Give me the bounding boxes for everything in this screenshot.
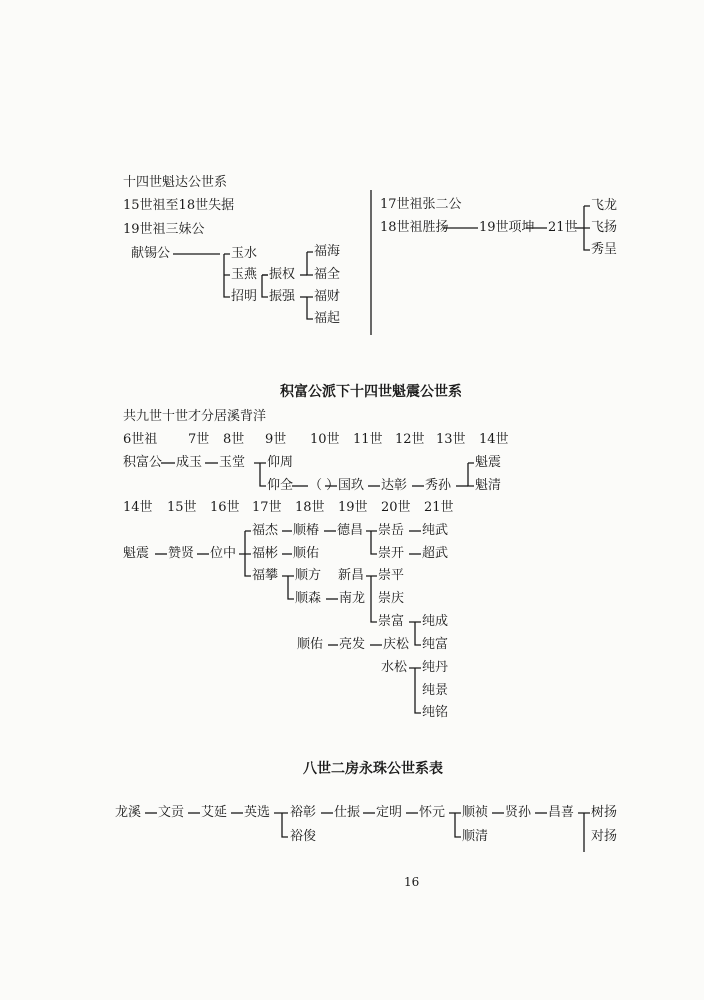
person-guojiu: 国玖 [338,478,365,493]
section4-title: 八世二房永珠公世系表 [303,761,443,777]
person-shunqing: 顺清 [462,829,489,844]
page-number: 16 [404,875,420,889]
person-chundan: 纯丹 [422,660,449,675]
person-yangzhou: 仰周 [267,455,294,470]
generation-header: 9世 [265,432,287,447]
person-yushui: 玉水 [231,246,258,261]
person-dechang: 德昌 [337,523,364,538]
person-dazhang: 达彰 [381,478,408,493]
person-fupan: 福攀 [252,568,279,583]
person-chunwu: 纯武 [422,523,449,538]
person-fuhai: 福海 [314,244,341,259]
person-shizhen: 仕振 [334,805,361,820]
person-chongfu: 崇富 [378,614,405,629]
person-shunzhen: 顺祯 [462,805,489,820]
section3-intro: 共九世十世才分居溪背洋 [123,409,267,424]
person-wengong: 文贡 [158,805,185,820]
person-kuizhen-root: 魁震 [123,546,150,561]
person-chunfu: 纯富 [422,637,449,652]
person-yujun: 裕俊 [290,829,317,844]
generation-header: 15世 [167,500,197,515]
person-feilong: 飞龙 [591,198,618,213]
person-chongqing: 崇庆 [378,591,405,606]
person-fuquan: 福全 [314,267,341,282]
person-xiangkun: 19世项坤 [479,220,535,235]
person-chunming: 纯铭 [422,705,449,720]
person-nanlong: 南龙 [339,591,366,606]
person-liangfa: 亮发 [339,637,366,652]
generation-header: 8世 [223,432,245,447]
person-yangquan: 仰全 [267,478,294,493]
person-chongyue: 崇岳 [378,523,405,538]
person-kuizhen: 魁震 [475,455,502,470]
person-huaiyuan: 怀元 [419,805,446,820]
person-qingsong: 庆松 [383,637,410,652]
generation-header: 19世 [338,500,368,515]
section1-title: 十四世魁达公世系 [123,175,228,190]
person-xiusun: 秀孙 [425,478,452,493]
generation-header: 13世 [436,432,466,447]
section1-note-1: 15世祖至18世失据 [123,198,235,213]
unknown-name: （ ） [309,478,340,493]
person-zhenqiang: 振强 [269,289,296,304]
person-shunyou-2: 顺佑 [297,637,324,652]
generation-header: 16世 [210,500,240,515]
generation-header: 20世 [381,500,411,515]
person-changxi: 昌喜 [548,805,575,820]
person-dingming: 定明 [376,805,403,820]
person-fujie: 福杰 [252,523,279,538]
generation-header: 10世 [310,432,340,447]
person-aiyan: 艾延 [201,805,228,820]
section1-root: 献锡公 [131,246,171,261]
person-shuyang: 树扬 [591,805,618,820]
person-chuncheng: 纯成 [422,614,449,629]
person-zhenquan: 振权 [269,267,296,282]
section2-root: 18世祖胜扬 [380,220,449,235]
person-chaowu: 超武 [422,546,449,561]
person-shunfang: 顺方 [295,568,322,583]
person-yuzhang: 裕彰 [290,805,317,820]
person-xinchang: 新昌 [338,568,365,583]
person-longxi: 龙溪 [115,805,142,820]
person-chunjing: 纯景 [422,683,449,698]
section1-note-2: 19世祖三妹公 [123,222,205,237]
generation-header: 18世 [295,500,325,515]
person-shunyou: 顺佑 [293,546,320,561]
person-xiansun: 贤孙 [505,805,532,820]
person-fuqi: 福起 [314,311,341,326]
person-chengyu: 成玉 [176,455,203,470]
generation-header: 21世 [424,500,454,515]
person-yutang: 玉堂 [219,455,246,470]
person-chongkai: 崇开 [378,546,405,561]
generation-21: 21世 [548,220,578,235]
person-fucai: 福财 [314,289,341,304]
person-zanxian: 赞贤 [168,546,195,561]
person-shuisong: 水松 [381,660,408,675]
generation-header: 7世 [188,432,210,447]
generation-header: 12世 [395,432,425,447]
generation-header: 14世 [479,432,509,447]
person-shunchun: 顺椿 [293,523,320,538]
person-yingxuan: 英选 [244,805,271,820]
generation-header: 11世 [353,432,383,447]
person-feiyang: 飞扬 [591,220,618,235]
person-duiyang: 对扬 [591,829,618,844]
person-yuyan: 玉燕 [231,267,258,282]
person-weizhong: 位中 [210,546,237,561]
section3-title: 积富公派下十四世魁震公世系 [280,384,462,400]
generation-header: 6世祖 [123,432,158,447]
generation-header: 14世 [123,500,153,515]
person-xiucheng: 秀呈 [591,242,618,257]
section2-note: 17世祖张二公 [380,197,462,212]
generation-header: 17世 [252,500,282,515]
person-zhaoming: 招明 [231,289,258,304]
person-fubin: 福彬 [252,546,279,561]
person-jifu: 积富公 [123,455,163,470]
person-kuiqing: 魁清 [475,478,502,493]
person-chongping: 崇平 [378,568,405,583]
person-shunsen: 顺森 [295,591,322,606]
